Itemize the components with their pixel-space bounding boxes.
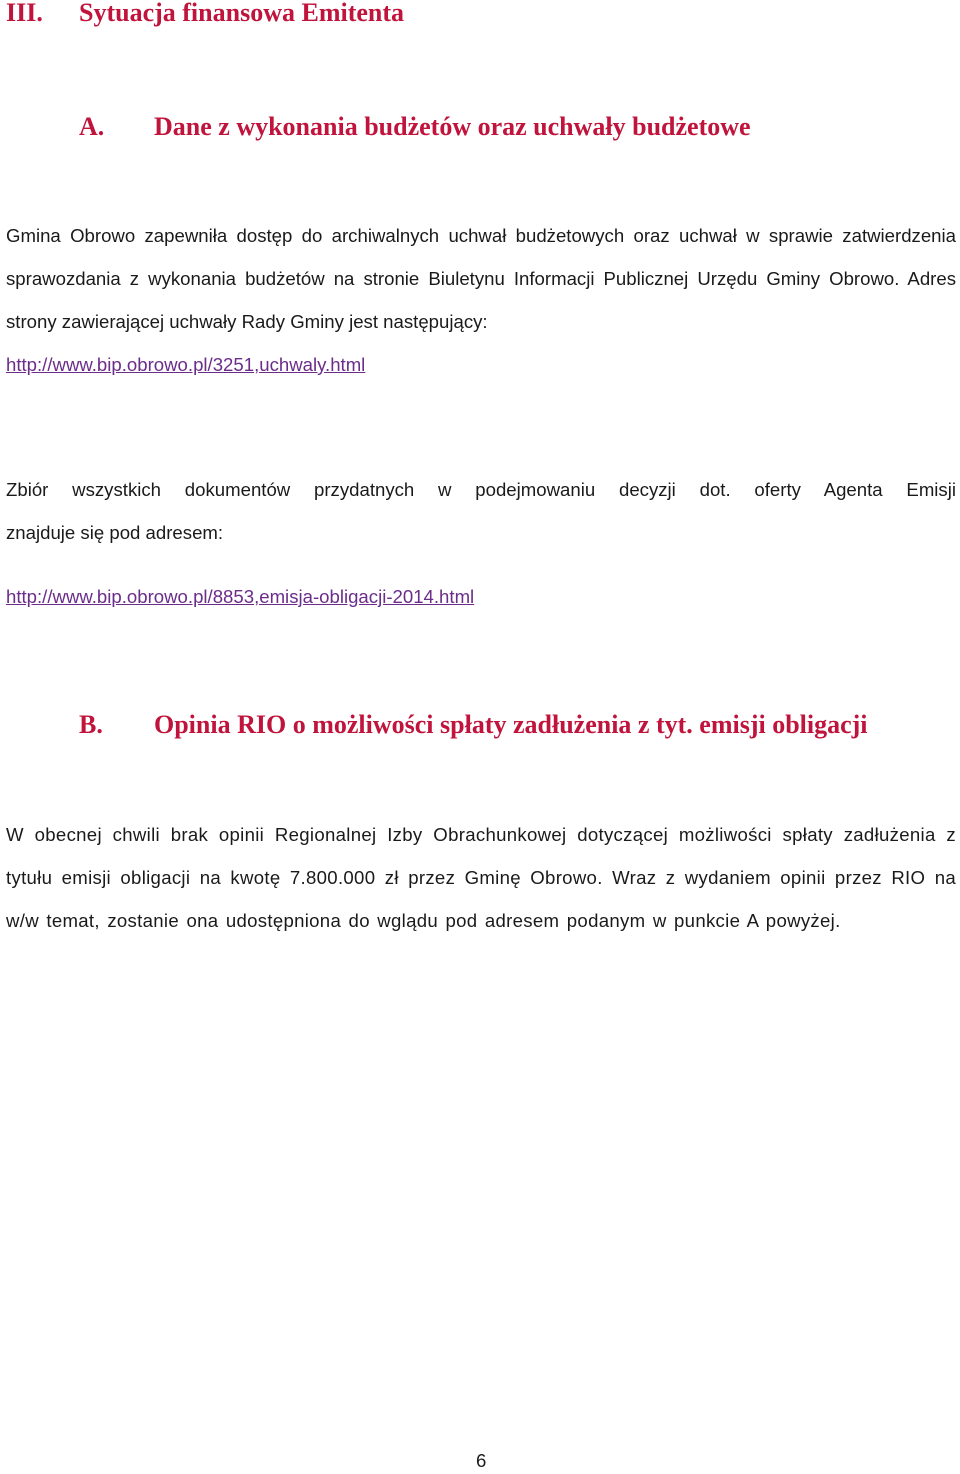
section-number: III. <box>6 0 43 27</box>
subsection-b-title: Opinia RIO o możliwości spłaty zadłużenia z tyt. emisji obligacji <box>154 710 868 739</box>
documents-link-line <box>6 575 474 618</box>
subsection-b-letter: B. <box>79 710 103 739</box>
documents-paragraph-line-2: znajduje się pod adresem: <box>6 522 224 543</box>
documents-paragraph-line-1: Zbiór wszystkich dokumentów przydatnych w podejmowaniu decyzji dot. oferty Agenta Emisji <box>6 479 956 500</box>
section-title: Sytuacja finansowa Emitenta <box>79 0 405 27</box>
subsection-a-title: Dane z wykonania budżetów oraz uchwały budżetowe <box>154 112 751 141</box>
subsection-a-paragraph: Gmina Obrowo zapewniła dostęp do archiwalnych uchwał budżetowych oraz uchwał w sprawie zatwierdzenia sprawozdania z wykonania budżetów na stronie Biuletynu Informacji Publicznej Urzędu Gminy Obrowo. Adres strony zawierającej uchwały Rady Gminy jest następujący: <box>6 225 956 332</box>
resolutions-link[interactable]: http://www.bip.obrowo.pl/3251,uchwaly.html <box>6 354 366 375</box>
subsection-b-paragraph: W obecnej chwili brak opinii Regionalnej Izby Obrachunkowej dotyczącej możliwości spłaty zadłużenia z tytułu emisji obligacji na kwotę 7.800.000 zł przez Gminę Obrowo. Wraz z wydaniem opinii przez RIO na w/w temat, zostanie ona udostępniona do wglądu pod adresem podanym w punkcie A powyżej. <box>6 824 956 931</box>
resolutions-link-line <box>6 343 365 386</box>
subsection-a-letter: A. <box>79 112 105 141</box>
documents-link[interactable]: http://www.bip.obrowo.pl/8853,emisja-obligacji-2014.html <box>6 586 475 607</box>
page-number: 6 <box>476 1450 487 1471</box>
